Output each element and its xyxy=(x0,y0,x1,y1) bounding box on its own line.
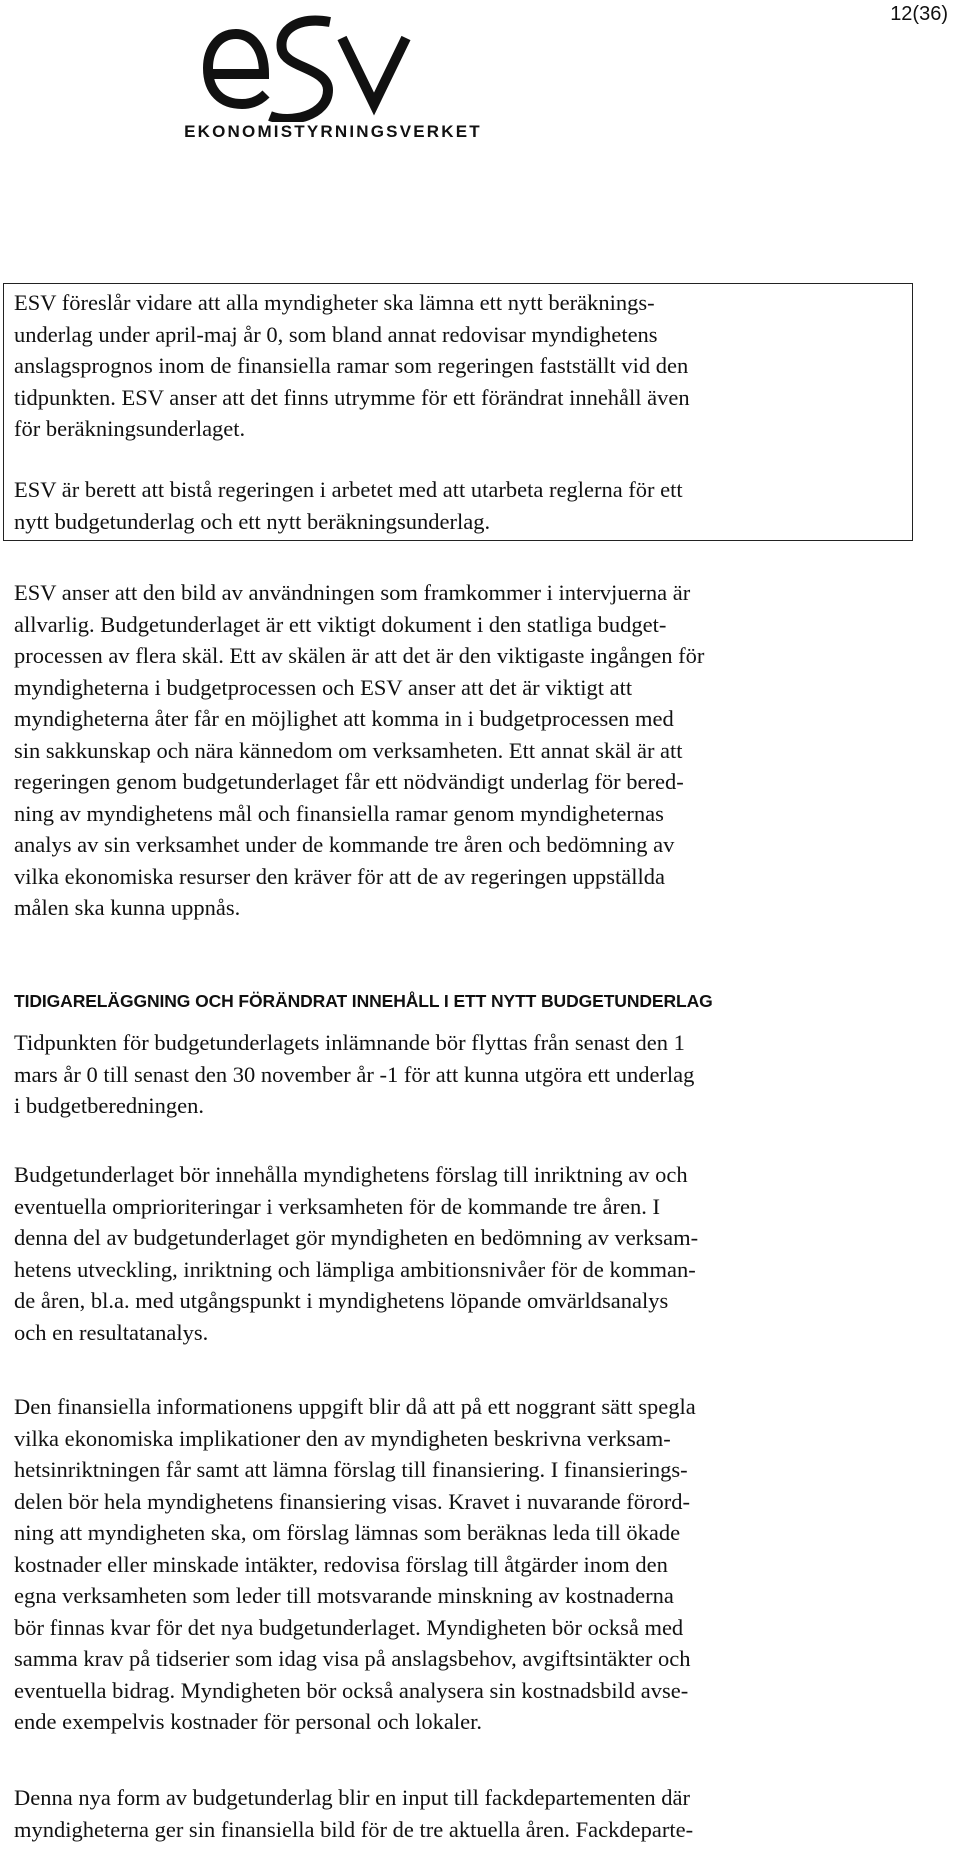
text-line: målen ska kunna uppnås. xyxy=(14,895,241,920)
text-line: ESV föreslår vidare att alla myndigheter ska lämna ett nytt beräknings- xyxy=(14,290,655,315)
text-line: för beräkningsunderlaget. xyxy=(14,416,246,441)
text-line: Denna nya form av budgetunderlag blir en input till fackdepartementen där xyxy=(14,1785,690,1810)
text-line: Budgetunderlaget bör innehålla myndighetens förslag till inriktning av och xyxy=(14,1162,688,1187)
text-line: ESV är berett att bistå regeringen i arbetet med att utarbeta reglerna för ett xyxy=(14,477,683,502)
esv-logo-icon xyxy=(178,12,488,122)
text-line: myndigheterna ger sin finansiella bild för de tre aktuella åren. Fackdeparte- xyxy=(14,1816,694,1842)
text-line: och en resultatanalys. xyxy=(14,1319,209,1345)
text-line: de åren, bl.a. med utgångspunkt i myndighetens löpande omvärldsanalys xyxy=(14,1288,669,1313)
text-line: eventuella omprioriteringar i verksamheten för de kommande tre åren. I xyxy=(14,1193,660,1219)
text-line: processen av flera skäl. Ett av skälen är att det är den viktigaste ingången för xyxy=(14,643,705,668)
text-line: mars år 0 till senast den 30 november år -1 för att kunna utgöra ett underlag xyxy=(14,1061,695,1087)
text-line: analys av sin verksamhet under de kommande tre åren och bedömning av xyxy=(14,832,675,857)
text-line: myndigheterna åter får en möjlighet att komma in i budgetprocessen med xyxy=(14,706,674,731)
text-line: myndigheterna i budgetprocessen och ESV anser att det är viktigt att xyxy=(14,674,633,700)
text-line: underlag under april-maj år 0, som bland annat redovisar myndighetens xyxy=(14,321,658,347)
text-line: vilka ekonomiska resurser den kräver för att de av regeringen uppställda xyxy=(14,863,666,889)
text-line: hetens utveckling, inriktning och lämpliga ambitionsnivåer för de komman- xyxy=(14,1256,696,1282)
text-line: bör finnas kvar för det nya budgetunderlaget. Myndigheten bör också med xyxy=(14,1614,684,1640)
text-line: Den finansiella informationens uppgift blir då att på ett noggrant sätt spegla xyxy=(14,1394,696,1419)
text-line: samma krav på tidserier som idag visa på anslagsbehov, avgiftsintäkter och xyxy=(14,1646,691,1671)
section-paragraph-4 xyxy=(14,1782,914,1845)
text-line: anslagsprognos inom de finansiella ramar som regeringen fastställt vid den xyxy=(14,353,689,378)
logo-wordmark: EKONOMISTYRNINGSVERKET xyxy=(184,122,482,141)
text-line: ESV anser att den bild av användningen som framkommer i intervjuerna är xyxy=(14,580,691,605)
section-paragraph-2 xyxy=(14,1159,914,1348)
body-paragraph-1 xyxy=(14,577,914,924)
esv-logo xyxy=(178,12,488,141)
text-line: eventuella bidrag. Myndigheten bör också analysera sin kostnadsbild avse- xyxy=(14,1677,689,1703)
text-line: denna del av budgetunderlaget gör myndigheten en bedömning av verksam- xyxy=(14,1225,699,1250)
boxed-paragraph-2 xyxy=(14,474,914,537)
text-line: ning av myndighetens mål och finansiella ramar genom myndigheternas xyxy=(14,800,664,826)
page-number: 12(36) xyxy=(890,3,948,25)
text-line: allvarlig. Budgetunderlaget är ett viktigt dokument i den statliga budget- xyxy=(14,611,667,637)
text-line: egna verksamheten som leder till motsvarande minskning av kostnaderna xyxy=(14,1583,674,1608)
text-line: hetsinriktningen får samt att lämna förslag till finansiering. I finansierings- xyxy=(14,1457,688,1482)
text-line: kostnader eller minskade intäkter, redovisa förslag till åtgärder inom den xyxy=(14,1551,668,1577)
text-line: ning att myndigheten ska, om förslag lämnas som beräknas leda till ökade xyxy=(14,1520,681,1545)
text-line: delen bör hela myndighetens finansiering visas. Kravet i nuvarande förord- xyxy=(14,1488,691,1514)
text-line: Tidpunkten för budgetunderlagets inlämnande bör flyttas från senast den 1 xyxy=(14,1030,685,1055)
section-paragraph-1 xyxy=(14,1027,914,1122)
text-line: i budgetberedningen. xyxy=(14,1093,204,1118)
text-line: vilka ekonomiska implikationer den av myndigheten beskrivna verksam- xyxy=(14,1425,671,1451)
text-line: tidpunkten. ESV anser att det finns utrymme för ett förändrat innehåll även xyxy=(14,384,690,410)
text-line: ende exempelvis kostnader för personal och lokaler. xyxy=(14,1709,482,1734)
text-line: sin sakkunskap och nära kännedom om verksamheten. Ett annat skäl är att xyxy=(14,737,683,763)
section-paragraph-3 xyxy=(14,1391,914,1738)
text-line: regeringen genom budgetunderlaget får ett nödvändigt underlag för bered- xyxy=(14,769,684,794)
text-line: nytt budgetunderlag och ett nytt beräkningsunderlag. xyxy=(14,508,491,534)
boxed-paragraph-1 xyxy=(14,287,914,445)
section-heading: TIDIGARELÄGGNING OCH FÖRÄNDRAT INNEHÅLL I ETT NYTT BUDGETUNDERLAG xyxy=(14,991,713,1011)
